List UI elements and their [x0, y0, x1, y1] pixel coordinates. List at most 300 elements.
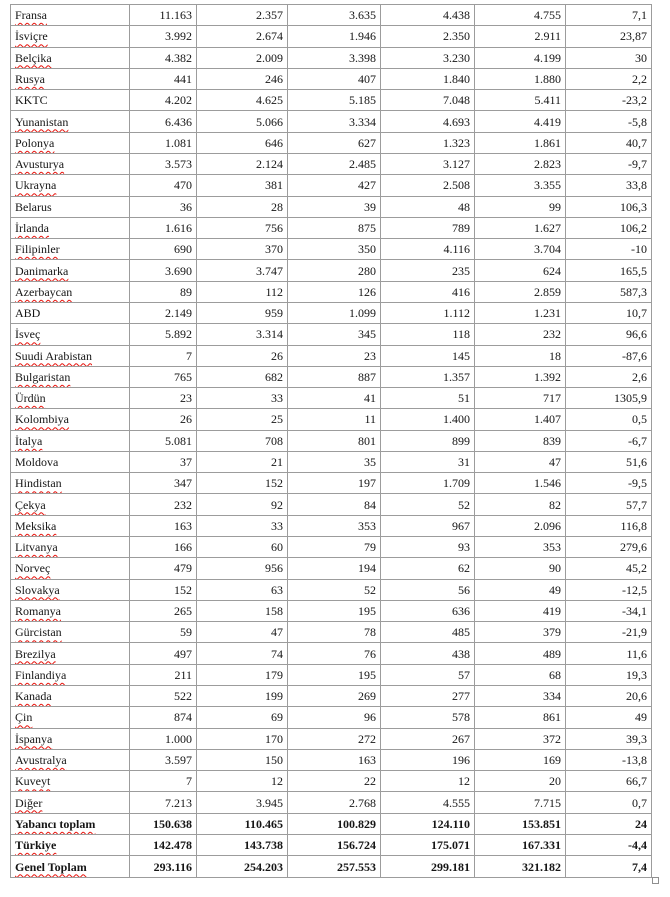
value-cell[interactable]: 470 — [130, 175, 197, 196]
value-cell[interactable]: 12 — [381, 771, 475, 792]
value-cell[interactable]: 254.203 — [197, 856, 288, 878]
country-cell[interactable] — [11, 196, 130, 217]
value-cell[interactable]: 110.465 — [197, 813, 288, 834]
value-cell[interactable]: 280 — [288, 260, 381, 281]
value-cell[interactable]: 7.048 — [381, 90, 475, 111]
value-cell[interactable]: 156.724 — [288, 834, 381, 855]
value-cell[interactable]: 26 — [130, 409, 197, 430]
change-cell[interactable]: 40,7 — [566, 132, 652, 153]
value-cell[interactable]: 4.382 — [130, 47, 197, 68]
value-cell[interactable]: 96 — [288, 707, 381, 728]
value-cell[interactable]: 199 — [197, 686, 288, 707]
value-cell[interactable]: 31 — [381, 451, 475, 472]
value-cell[interactable]: 26 — [197, 345, 288, 366]
change-cell[interactable]: -87,6 — [566, 345, 652, 366]
value-cell[interactable]: 636 — [381, 600, 475, 621]
value-cell[interactable]: 170 — [197, 728, 288, 749]
value-cell[interactable]: 5.185 — [288, 90, 381, 111]
value-cell[interactable]: 142.478 — [130, 834, 197, 855]
country-cell[interactable] — [11, 792, 130, 813]
change-cell[interactable]: -34,1 — [566, 600, 652, 621]
value-cell[interactable]: 152 — [197, 473, 288, 494]
value-cell[interactable]: 246 — [197, 68, 288, 89]
change-cell[interactable]: 39,3 — [566, 728, 652, 749]
value-cell[interactable]: 4.755 — [475, 5, 566, 26]
value-cell[interactable]: 299.181 — [381, 856, 475, 878]
value-cell[interactable]: 3.230 — [381, 47, 475, 68]
value-cell[interactable]: 3.127 — [381, 153, 475, 174]
country-cell[interactable] — [11, 68, 130, 89]
country-cell[interactable] — [11, 132, 130, 153]
value-cell[interactable]: 1.946 — [288, 26, 381, 47]
value-cell[interactable]: 93 — [381, 537, 475, 558]
country-cell[interactable] — [11, 430, 130, 451]
value-cell[interactable]: 1.880 — [475, 68, 566, 89]
value-cell[interactable]: 1.709 — [381, 473, 475, 494]
change-cell[interactable]: -13,8 — [566, 749, 652, 770]
value-cell[interactable]: 62 — [381, 558, 475, 579]
value-cell[interactable]: 3.355 — [475, 175, 566, 196]
value-cell[interactable]: 967 — [381, 515, 475, 536]
value-cell[interactable]: 59 — [130, 622, 197, 643]
country-cell[interactable] — [11, 515, 130, 536]
value-cell[interactable]: 152 — [130, 579, 197, 600]
value-cell[interactable]: 2.859 — [475, 281, 566, 302]
change-cell[interactable]: 51,6 — [566, 451, 652, 472]
country-cell[interactable] — [11, 643, 130, 664]
value-cell[interactable]: 624 — [475, 260, 566, 281]
country-cell[interactable] — [11, 409, 130, 430]
value-cell[interactable]: 3.690 — [130, 260, 197, 281]
change-cell[interactable]: -12,5 — [566, 579, 652, 600]
value-cell[interactable]: 74 — [197, 643, 288, 664]
country-cell[interactable] — [11, 579, 130, 600]
change-cell[interactable]: 1305,9 — [566, 388, 652, 409]
value-cell[interactable]: 1.000 — [130, 728, 197, 749]
value-cell[interactable]: 124.110 — [381, 813, 475, 834]
value-cell[interactable]: 143.738 — [197, 834, 288, 855]
value-cell[interactable]: 2.357 — [197, 5, 288, 26]
value-cell[interactable]: 959 — [197, 302, 288, 323]
value-cell[interactable]: 41 — [288, 388, 381, 409]
value-cell[interactable]: 169 — [475, 749, 566, 770]
value-cell[interactable]: 682 — [197, 366, 288, 387]
table-row — [11, 579, 652, 600]
value-cell[interactable]: 36 — [130, 196, 197, 217]
value-cell[interactable]: 1.112 — [381, 302, 475, 323]
country-cell[interactable] — [11, 771, 130, 792]
value-cell[interactable]: 438 — [381, 643, 475, 664]
country-cell[interactable] — [11, 281, 130, 302]
change-cell[interactable]: 11,6 — [566, 643, 652, 664]
value-cell[interactable]: 801 — [288, 430, 381, 451]
change-cell[interactable]: 2,6 — [566, 366, 652, 387]
value-cell[interactable]: 90 — [475, 558, 566, 579]
value-cell[interactable]: 167.331 — [475, 834, 566, 855]
value-cell[interactable]: 126 — [288, 281, 381, 302]
value-cell[interactable]: 407 — [288, 68, 381, 89]
country-cell[interactable] — [11, 5, 130, 26]
value-cell[interactable]: 60 — [197, 537, 288, 558]
change-cell[interactable]: 96,6 — [566, 324, 652, 345]
value-cell[interactable]: 1.323 — [381, 132, 475, 153]
value-cell[interactable]: 4.199 — [475, 47, 566, 68]
country-cell[interactable] — [11, 153, 130, 174]
value-cell[interactable]: 23 — [130, 388, 197, 409]
country-cell[interactable] — [11, 175, 130, 196]
value-cell[interactable]: 33 — [197, 515, 288, 536]
country-cell[interactable] — [11, 111, 130, 132]
value-cell[interactable]: 92 — [197, 494, 288, 515]
value-cell[interactable]: 578 — [381, 707, 475, 728]
value-cell[interactable]: 3.992 — [130, 26, 197, 47]
value-cell[interactable]: 272 — [288, 728, 381, 749]
change-cell[interactable]: 57,7 — [566, 494, 652, 515]
change-cell[interactable]: 20,6 — [566, 686, 652, 707]
change-cell[interactable]: 24 — [566, 813, 652, 834]
value-cell[interactable]: 3.945 — [197, 792, 288, 813]
value-cell[interactable]: 2.508 — [381, 175, 475, 196]
value-cell[interactable]: 195 — [288, 664, 381, 685]
value-cell[interactable]: 1.081 — [130, 132, 197, 153]
value-cell[interactable]: 257.553 — [288, 856, 381, 878]
value-cell[interactable]: 28 — [197, 196, 288, 217]
value-cell[interactable]: 1.407 — [475, 409, 566, 430]
change-cell[interactable]: -5,8 — [566, 111, 652, 132]
country-label: Finlandiya — [15, 667, 67, 682]
value-cell[interactable]: 479 — [130, 558, 197, 579]
country-cell[interactable] — [11, 856, 130, 878]
country-cell[interactable] — [11, 47, 130, 68]
value-cell[interactable]: 33 — [197, 388, 288, 409]
value-cell[interactable]: 2.674 — [197, 26, 288, 47]
value-cell[interactable]: 1.357 — [381, 366, 475, 387]
value-cell[interactable]: 381 — [197, 175, 288, 196]
country-cell[interactable] — [11, 494, 130, 515]
value-cell[interactable]: 416 — [381, 281, 475, 302]
value-cell[interactable]: 5.892 — [130, 324, 197, 345]
country-cell[interactable] — [11, 834, 130, 855]
change-cell[interactable]: 33,8 — [566, 175, 652, 196]
value-cell[interactable]: 100.829 — [288, 813, 381, 834]
value-cell[interactable]: 3.597 — [130, 749, 197, 770]
country-cell[interactable] — [11, 707, 130, 728]
value-cell[interactable]: 12 — [197, 771, 288, 792]
value-cell[interactable]: 76 — [288, 643, 381, 664]
change-cell[interactable]: 0,7 — [566, 792, 652, 813]
value-cell[interactable]: 321.182 — [475, 856, 566, 878]
country-label: Avustralya — [15, 752, 67, 767]
value-cell[interactable]: 2.823 — [475, 153, 566, 174]
change-cell[interactable]: 19,3 — [566, 664, 652, 685]
change-cell[interactable]: -21,9 — [566, 622, 652, 643]
value-cell[interactable]: 708 — [197, 430, 288, 451]
value-cell[interactable]: 150 — [197, 749, 288, 770]
value-cell[interactable]: 717 — [475, 388, 566, 409]
value-cell[interactable]: 4.625 — [197, 90, 288, 111]
value-cell[interactable]: 21 — [197, 451, 288, 472]
change-cell[interactable]: 587,3 — [566, 281, 652, 302]
value-cell[interactable]: 956 — [197, 558, 288, 579]
value-cell[interactable]: 179 — [197, 664, 288, 685]
value-cell[interactable]: 4.419 — [475, 111, 566, 132]
country-cell[interactable] — [11, 664, 130, 685]
change-cell[interactable]: 165,5 — [566, 260, 652, 281]
value-cell[interactable]: 1.231 — [475, 302, 566, 323]
country-cell[interactable] — [11, 388, 130, 409]
change-cell[interactable]: 0,5 — [566, 409, 652, 430]
value-cell[interactable]: 6.436 — [130, 111, 197, 132]
value-cell[interactable]: 158 — [197, 600, 288, 621]
value-cell[interactable]: 3.398 — [288, 47, 381, 68]
value-cell[interactable]: 2.350 — [381, 26, 475, 47]
value-cell[interactable]: 153.851 — [475, 813, 566, 834]
value-cell[interactable]: 11 — [288, 409, 381, 430]
value-cell[interactable]: 211 — [130, 664, 197, 685]
value-cell[interactable]: 235 — [381, 260, 475, 281]
change-cell[interactable]: 30 — [566, 47, 652, 68]
table-row — [11, 664, 652, 685]
value-cell[interactable]: 68 — [475, 664, 566, 685]
value-cell[interactable]: 49 — [475, 579, 566, 600]
value-cell[interactable]: 3.704 — [475, 239, 566, 260]
value-cell[interactable]: 84 — [288, 494, 381, 515]
country-cell[interactable] — [11, 600, 130, 621]
value-cell[interactable]: 47 — [197, 622, 288, 643]
value-cell[interactable]: 69 — [197, 707, 288, 728]
value-cell[interactable]: 370 — [197, 239, 288, 260]
change-cell[interactable]: 7,1 — [566, 5, 652, 26]
country-label: Ukrayna — [15, 178, 57, 193]
value-cell[interactable]: 353 — [288, 515, 381, 536]
value-cell[interactable]: 419 — [475, 600, 566, 621]
value-cell[interactable]: 11.163 — [130, 5, 197, 26]
value-cell[interactable]: 2.096 — [475, 515, 566, 536]
value-cell[interactable]: 334 — [475, 686, 566, 707]
country-cell[interactable] — [11, 26, 130, 47]
country-cell[interactable] — [11, 473, 130, 494]
value-cell[interactable]: 5.066 — [197, 111, 288, 132]
value-cell[interactable]: 2.768 — [288, 792, 381, 813]
value-cell[interactable]: 99 — [475, 196, 566, 217]
value-cell[interactable]: 489 — [475, 643, 566, 664]
value-cell[interactable]: 39 — [288, 196, 381, 217]
value-cell[interactable]: 1.840 — [381, 68, 475, 89]
value-cell[interactable]: 7 — [130, 771, 197, 792]
change-cell[interactable]: 45,2 — [566, 558, 652, 579]
value-cell[interactable]: 874 — [130, 707, 197, 728]
country-cell[interactable] — [11, 728, 130, 749]
country-label: Filipinler — [15, 242, 60, 257]
value-cell[interactable]: 350 — [288, 239, 381, 260]
value-cell[interactable]: 163 — [288, 749, 381, 770]
value-cell[interactable]: 175.071 — [381, 834, 475, 855]
value-cell[interactable]: 22 — [288, 771, 381, 792]
value-cell[interactable]: 899 — [381, 430, 475, 451]
value-cell[interactable]: 89 — [130, 281, 197, 302]
country-label: Moldova — [15, 455, 59, 470]
country-cell[interactable] — [11, 324, 130, 345]
value-cell[interactable]: 3.314 — [197, 324, 288, 345]
value-cell[interactable]: 887 — [288, 366, 381, 387]
value-cell[interactable]: 163 — [130, 515, 197, 536]
value-cell[interactable]: 379 — [475, 622, 566, 643]
change-cell[interactable]: -4,4 — [566, 834, 652, 855]
value-cell[interactable]: 861 — [475, 707, 566, 728]
value-cell[interactable]: 47 — [475, 451, 566, 472]
value-cell[interactable]: 197 — [288, 473, 381, 494]
value-cell[interactable]: 3.573 — [130, 153, 197, 174]
country-cell[interactable] — [11, 749, 130, 770]
value-cell[interactable]: 522 — [130, 686, 197, 707]
country-cell[interactable] — [11, 302, 130, 323]
value-cell[interactable]: 82 — [475, 494, 566, 515]
value-cell[interactable]: 5.081 — [130, 430, 197, 451]
change-cell[interactable]: 49 — [566, 707, 652, 728]
value-cell[interactable]: 4.693 — [381, 111, 475, 132]
value-cell[interactable]: 4.438 — [381, 5, 475, 26]
table-row — [11, 366, 652, 387]
table-row — [11, 388, 652, 409]
value-cell[interactable]: 875 — [288, 217, 381, 238]
value-cell[interactable]: 7.715 — [475, 792, 566, 813]
value-cell[interactable]: 112 — [197, 281, 288, 302]
value-cell[interactable]: 51 — [381, 388, 475, 409]
value-cell[interactable]: 25 — [197, 409, 288, 430]
value-cell[interactable]: 79 — [288, 537, 381, 558]
country-label: Rusya — [15, 71, 45, 86]
change-cell[interactable]: 66,7 — [566, 771, 652, 792]
change-cell[interactable]: 23,87 — [566, 26, 652, 47]
value-cell[interactable]: 627 — [288, 132, 381, 153]
country-cell[interactable] — [11, 451, 130, 472]
value-cell[interactable]: 1.546 — [475, 473, 566, 494]
country-cell[interactable] — [11, 217, 130, 238]
value-cell[interactable]: 195 — [288, 600, 381, 621]
change-cell[interactable]: 116,8 — [566, 515, 652, 536]
value-cell[interactable]: 52 — [288, 579, 381, 600]
country-cell[interactable] — [11, 260, 130, 281]
value-cell[interactable]: 118 — [381, 324, 475, 345]
value-cell[interactable]: 789 — [381, 217, 475, 238]
value-cell[interactable]: 293.116 — [130, 856, 197, 878]
value-cell[interactable]: 232 — [475, 324, 566, 345]
value-cell[interactable]: 4.555 — [381, 792, 475, 813]
value-cell[interactable]: 756 — [197, 217, 288, 238]
value-cell[interactable]: 265 — [130, 600, 197, 621]
change-cell[interactable]: -10 — [566, 239, 652, 260]
value-cell[interactable]: 52 — [381, 494, 475, 515]
country-cell[interactable] — [11, 558, 130, 579]
value-cell[interactable]: 7 — [130, 345, 197, 366]
country-cell[interactable] — [11, 239, 130, 260]
value-cell[interactable]: 1.099 — [288, 302, 381, 323]
value-cell[interactable]: 1.616 — [130, 217, 197, 238]
change-cell[interactable]: 2,2 — [566, 68, 652, 89]
value-cell[interactable]: 194 — [288, 558, 381, 579]
value-cell[interactable]: 2.124 — [197, 153, 288, 174]
change-cell[interactable]: -23,2 — [566, 90, 652, 111]
value-cell[interactable]: 7.213 — [130, 792, 197, 813]
value-cell[interactable]: 765 — [130, 366, 197, 387]
value-cell[interactable]: 232 — [130, 494, 197, 515]
country-cell[interactable] — [11, 686, 130, 707]
value-cell[interactable]: 78 — [288, 622, 381, 643]
value-cell[interactable]: 427 — [288, 175, 381, 196]
country-cell[interactable] — [11, 622, 130, 643]
value-cell[interactable]: 2.911 — [475, 26, 566, 47]
value-cell[interactable]: 2.485 — [288, 153, 381, 174]
value-cell[interactable]: 145 — [381, 345, 475, 366]
value-cell[interactable]: 2.009 — [197, 47, 288, 68]
value-cell[interactable]: 690 — [130, 239, 197, 260]
value-cell[interactable]: 196 — [381, 749, 475, 770]
value-cell[interactable]: 4.116 — [381, 239, 475, 260]
change-cell[interactable]: 279,6 — [566, 537, 652, 558]
value-cell[interactable]: 1.392 — [475, 366, 566, 387]
change-cell[interactable]: -9,7 — [566, 153, 652, 174]
value-cell[interactable]: 166 — [130, 537, 197, 558]
value-cell[interactable]: 5.411 — [475, 90, 566, 111]
value-cell[interactable]: 3.635 — [288, 5, 381, 26]
change-cell[interactable]: -6,7 — [566, 430, 652, 451]
value-cell[interactable]: 3.334 — [288, 111, 381, 132]
change-cell[interactable]: 106,2 — [566, 217, 652, 238]
country-cell[interactable] — [11, 345, 130, 366]
value-cell[interactable]: 347 — [130, 473, 197, 494]
value-cell[interactable]: 267 — [381, 728, 475, 749]
value-cell[interactable]: 57 — [381, 664, 475, 685]
change-cell[interactable]: 7,4 — [566, 856, 652, 878]
value-cell[interactable]: 35 — [288, 451, 381, 472]
value-cell[interactable]: 1.400 — [381, 409, 475, 430]
value-cell[interactable]: 839 — [475, 430, 566, 451]
country-label: Norveç — [15, 561, 51, 576]
value-cell[interactable]: 2.149 — [130, 302, 197, 323]
country-cell[interactable] — [11, 537, 130, 558]
value-cell[interactable]: 1.627 — [475, 217, 566, 238]
value-cell[interactable]: 485 — [381, 622, 475, 643]
value-cell[interactable]: 1.861 — [475, 132, 566, 153]
value-cell[interactable]: 277 — [381, 686, 475, 707]
value-cell[interactable]: 4.202 — [130, 90, 197, 111]
change-cell[interactable]: -9,5 — [566, 473, 652, 494]
value-cell[interactable]: 63 — [197, 579, 288, 600]
value-cell[interactable]: 18 — [475, 345, 566, 366]
value-cell[interactable]: 37 — [130, 451, 197, 472]
country-cell[interactable] — [11, 366, 130, 387]
value-cell[interactable]: 23 — [288, 345, 381, 366]
change-cell[interactable]: 10,7 — [566, 302, 652, 323]
value-cell[interactable]: 353 — [475, 537, 566, 558]
country-statistics-table — [10, 4, 652, 878]
value-cell[interactable]: 269 — [288, 686, 381, 707]
value-cell[interactable]: 20 — [475, 771, 566, 792]
table-resize-handle-icon[interactable] — [652, 877, 659, 884]
country-cell[interactable] — [11, 90, 130, 111]
value-cell[interactable]: 150.638 — [130, 813, 197, 834]
value-cell[interactable]: 56 — [381, 579, 475, 600]
value-cell[interactable]: 497 — [130, 643, 197, 664]
value-cell[interactable]: 3.747 — [197, 260, 288, 281]
value-cell[interactable]: 48 — [381, 196, 475, 217]
value-cell[interactable]: 441 — [130, 68, 197, 89]
country-cell[interactable] — [11, 813, 130, 834]
value-cell[interactable]: 646 — [197, 132, 288, 153]
change-cell[interactable]: 106,3 — [566, 196, 652, 217]
value-cell[interactable]: 345 — [288, 324, 381, 345]
value-cell[interactable]: 372 — [475, 728, 566, 749]
